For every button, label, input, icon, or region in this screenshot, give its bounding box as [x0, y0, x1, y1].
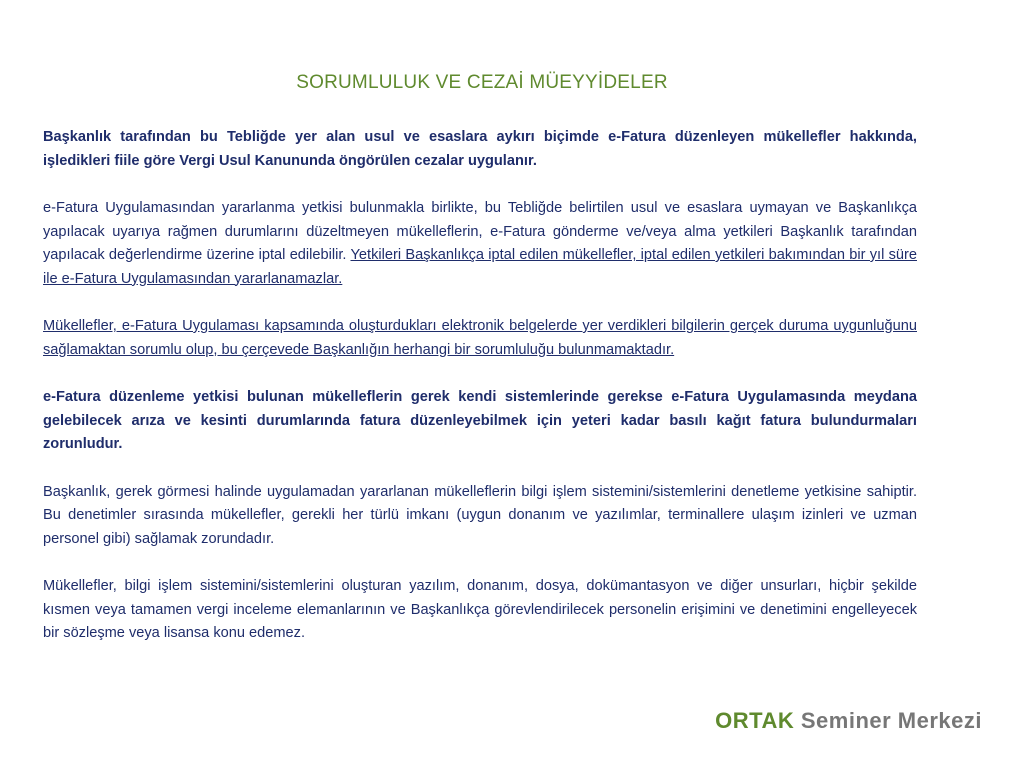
paragraph-paper-invoice: e-Fatura düzenleme yetkisi bulunan mükelleflerin gerek kendi sistemlerinde gerekse e-Fatura Uygulamasında meydana gelebilecek arıza ve kesinti durumlarında fatura düzenleyebilmek için yeteri kadar basılı kağıt fatura bulundurmaları zorunludur.	[43, 389, 917, 452]
paragraph-inspection: Başkanlık, gerek görmesi halinde uygulamadan yararlanan mükelleflerin bilgi işlem sistemini/sistemlerini denetleme yetkisine sahiptir. Bu denetimler sırasında mükellefler, gerekli her türlü imkanı (uygun donanım ve yazılımlar, terminallere ulaşım izinleri ve uzman personel gibi) sağlamak zorundadır.	[43, 483, 917, 547]
logo-brand: ORTAK	[715, 708, 795, 733]
ortak-seminer-merkezi-logo	[715, 708, 982, 734]
slide-title: SORUMLULUK VE CEZAİ MÜEYYİDELER	[296, 72, 668, 93]
logo-rest: Seminer Merkezi	[794, 708, 982, 733]
paragraph-penalties: Başkanlık tarafından bu Tebliğde yer alan usul ve esaslara aykırı biçimde e-Fatura düzenleyen mükellefler hakkında, işledikleri fiile göre Vergi Usul Kanununda öngörülen cezalar uygulanır.	[43, 129, 917, 169]
paragraph-responsibility: Mükellefler, e-Fatura Uygulaması kapsamında oluşturdukları elektronik belgelerde yer verdikleri bilgilerin gerçek duruma uygunluğunu sağlamaktan sorumlu olup, bu çerçevede Başkanlığın herhangi bir sorumluluğu bulunmamaktadır.	[43, 318, 917, 358]
slide-body	[43, 126, 917, 670]
paragraph-authorization-text: e-Fatura Uygulamasından yararlanma yetkisi bulunmakla birlikte, bu Tebliğde belirtilen usul ve esaslara uymayan ve Başkanlıkça yapılacak uyarıya rağmen durumlarını düzeltmeyen mükelleflerin, e-Fatura gönderme ve/veya alma yetkileri Başkanlık tarafından yapılacak değerlendirme üzerine iptal edilebilir.	[43, 200, 917, 263]
paragraph-contracts: Mükellefler, bilgi işlem sistemini/sistemlerini oluşturan yazılım, donanım, dosya, dokümantasyon ve diğer unsurları, hiçbir şekilde kısmen veya tamamen vergi inceleme elemanlarının ve Başkanlıkça görevlendirilecek personelin erişimini ve denetimini engelleyecek bir sözleşme veya lisansa konu edemez.	[43, 578, 917, 641]
paragraph-authorization-underlined: Yetkileri Başkanlıkça iptal edilen mükellefler, iptal edilen yetkileri bakımından bir yıl süre ile e-Fatura Uygulamasından yararlanamazlar.	[43, 247, 917, 287]
paragraph-authorization-cancellation	[43, 197, 917, 291]
